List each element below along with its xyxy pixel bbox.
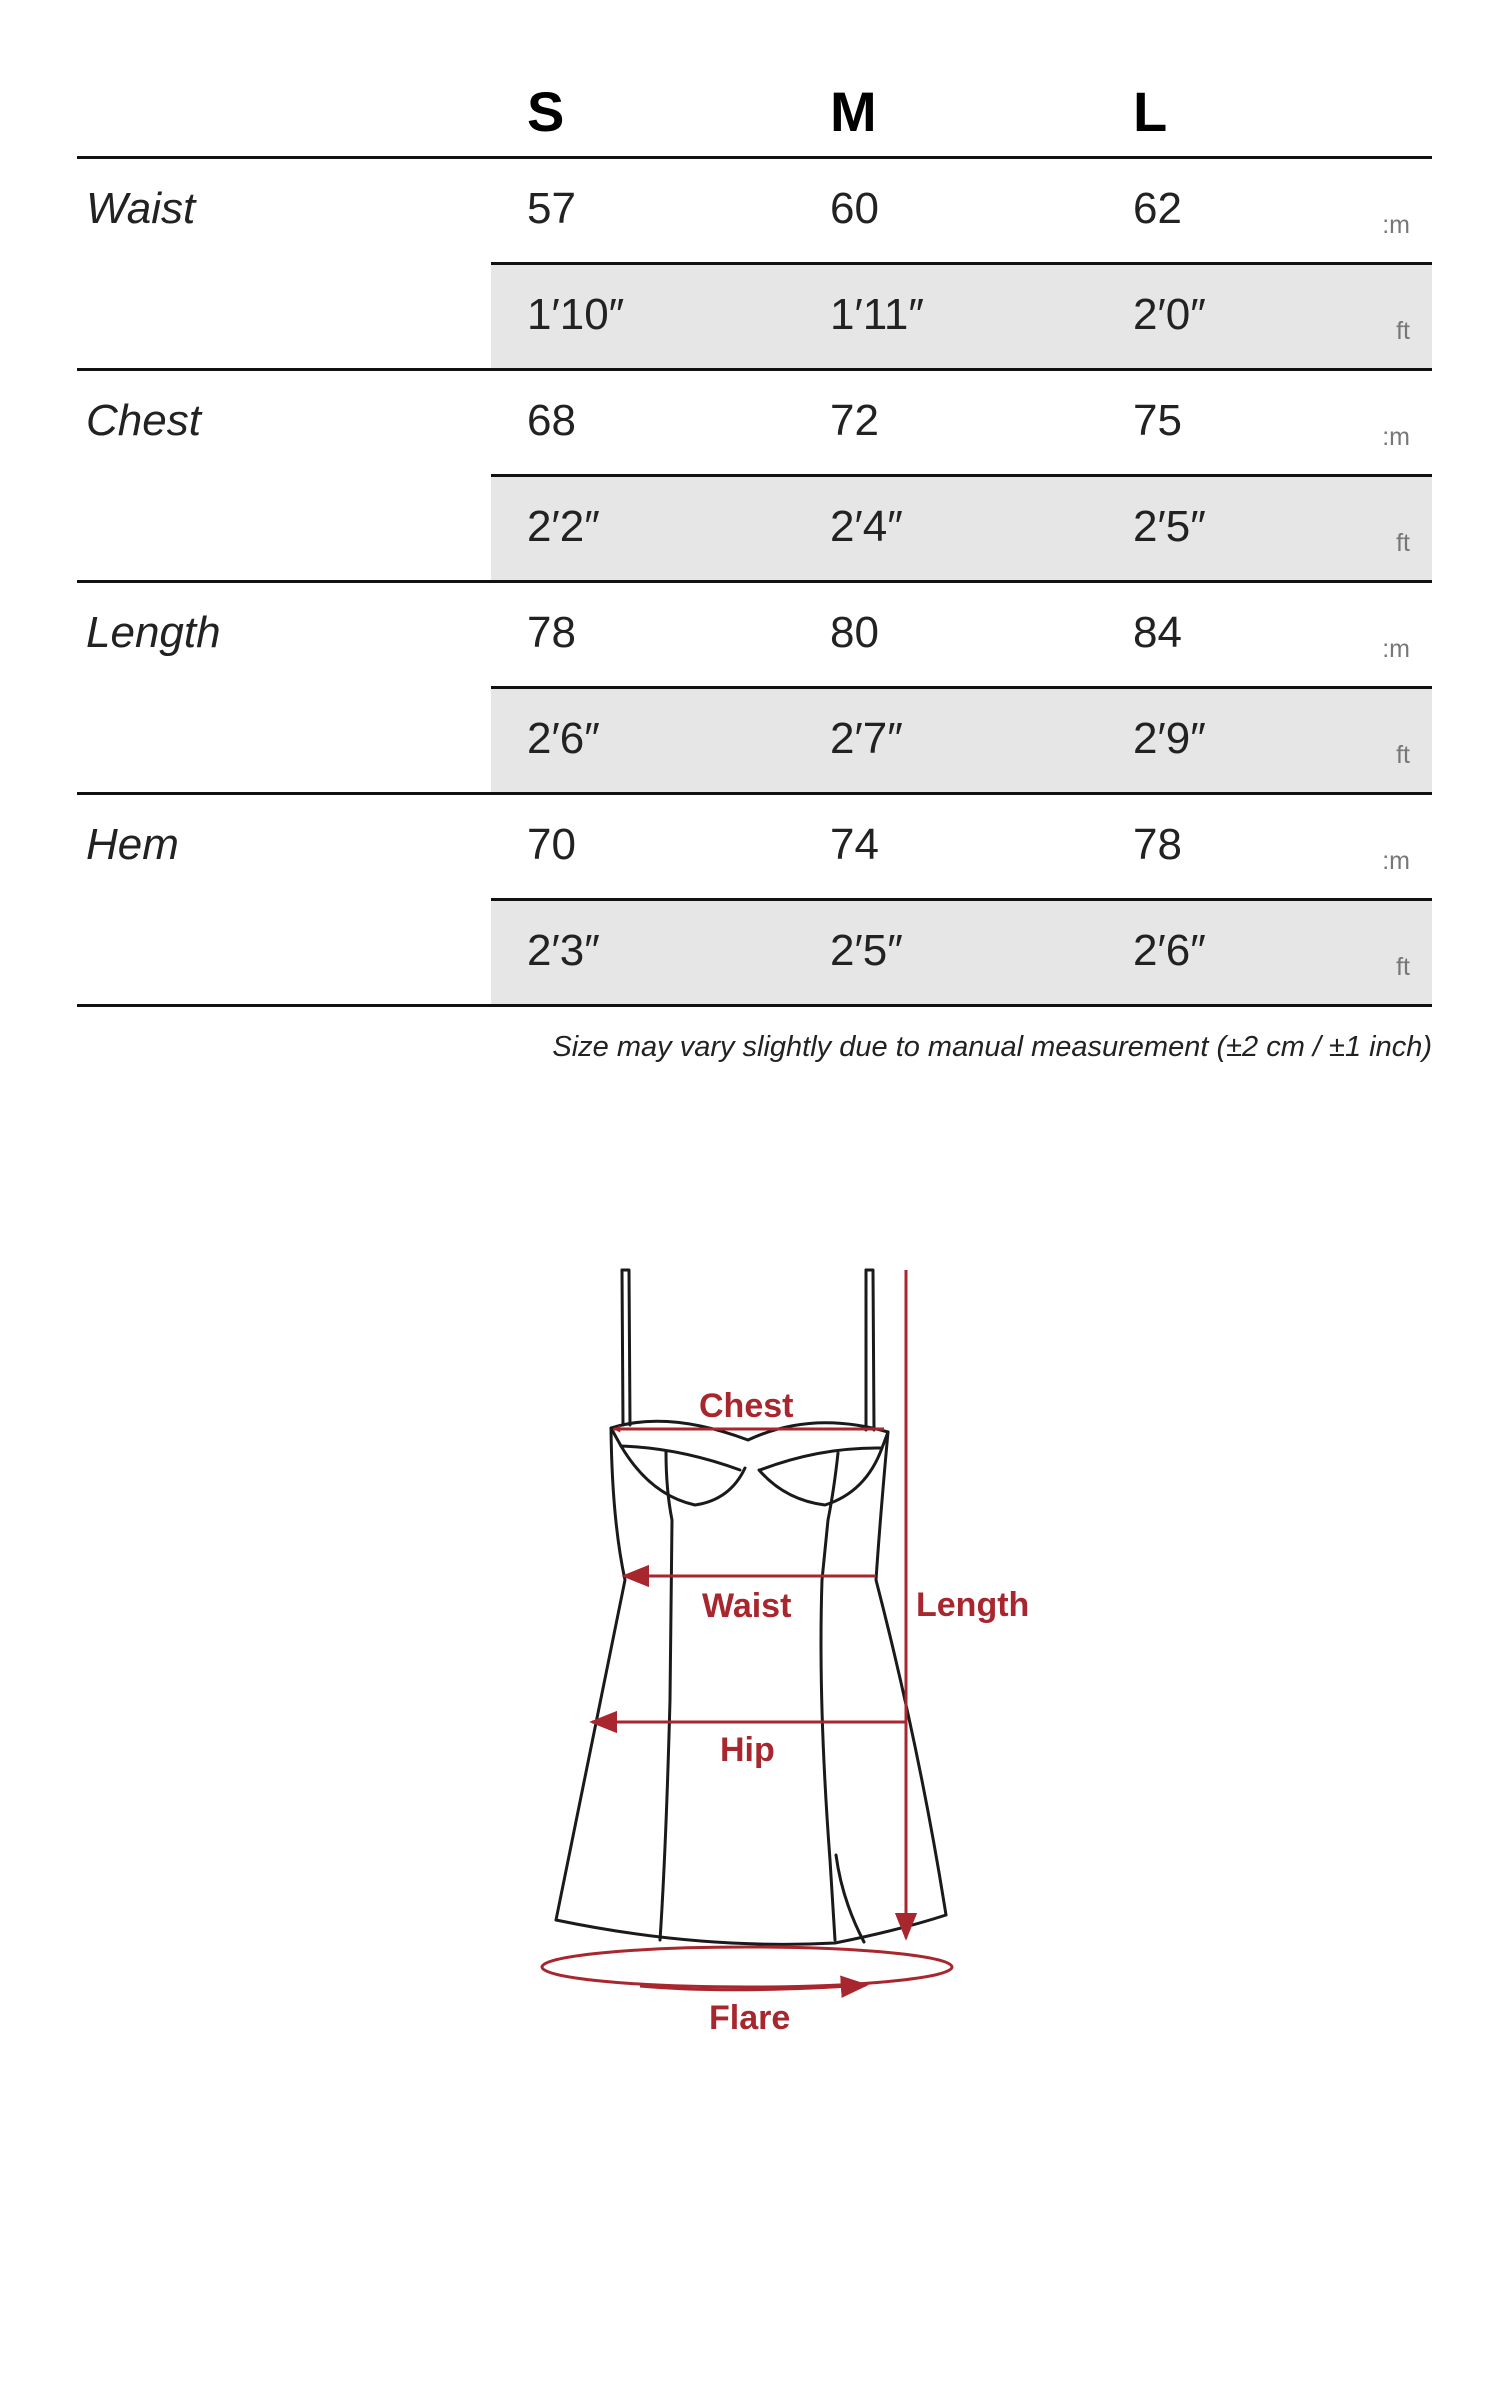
table-cell: 2′9″ [1133, 714, 1206, 763]
ft-row-shading [491, 689, 1432, 793]
unit-cm: :m [1382, 635, 1410, 663]
table-cell: 1′11″ [830, 290, 924, 339]
table-cell: 2′5″ [830, 926, 903, 975]
ft-row-shading [491, 901, 1432, 1005]
table-rule [77, 580, 1432, 583]
table-rule [77, 1004, 1432, 1007]
table-cell: 74 [830, 820, 879, 869]
table-cell: 68 [527, 396, 576, 445]
unit-cm: :m [1382, 847, 1410, 875]
measurement-diagram [0, 1230, 1500, 2110]
table-cell: 78 [527, 608, 576, 657]
size-table [77, 0, 1432, 1100]
table-cell: 2′6″ [1133, 926, 1206, 975]
table-cell: 2′7″ [830, 714, 903, 763]
table-cell: 72 [830, 396, 879, 445]
table-cell: 80 [830, 608, 879, 657]
chest-label: Chest [699, 1387, 794, 1425]
length-label: Length [916, 1586, 1030, 1624]
table-cell: 2′0″ [1133, 290, 1206, 339]
ft-row-shading [491, 477, 1432, 581]
row-label-waist: Waist [86, 184, 196, 233]
table-cell: 2′3″ [527, 926, 600, 975]
table-rule [491, 686, 1432, 689]
unit-ft: ft [1396, 953, 1410, 981]
table-rule [77, 792, 1432, 795]
table-cell: 57 [527, 184, 576, 233]
row-label-hem: Hem [86, 820, 179, 869]
table-rule [491, 474, 1432, 477]
unit-ft: ft [1396, 529, 1410, 557]
ft-row-shading [491, 265, 1432, 369]
measurement-arrows [542, 1270, 952, 1990]
table-cell: 70 [527, 820, 576, 869]
table-cell: 2′2″ [527, 502, 600, 551]
flare-label: Flare [709, 1999, 791, 2037]
hip-label: Hip [720, 1731, 775, 1769]
waist-label: Waist [702, 1587, 792, 1625]
unit-cm: :m [1382, 423, 1410, 451]
unit-cm: :m [1382, 211, 1410, 239]
table-cell: 2′4″ [830, 502, 903, 551]
size-header-m: M [830, 80, 877, 143]
table-cell: 62 [1133, 184, 1182, 233]
row-label-length: Length [86, 608, 221, 657]
table-rule [77, 368, 1432, 371]
table-rule [77, 156, 1432, 159]
row-label-chest: Chest [86, 396, 201, 445]
measurement-note: Size may vary slightly due to manual measurement (±2 cm / ±1 inch) [552, 1031, 1432, 1063]
table-cell: 60 [830, 184, 879, 233]
unit-ft: ft [1396, 317, 1410, 345]
size-header-s: S [527, 80, 565, 143]
table-cell: 1′10″ [527, 290, 625, 339]
dress-illustration [0, 1230, 1500, 2110]
size-header-l: L [1133, 80, 1168, 143]
table-cell: 84 [1133, 608, 1182, 657]
table-rule [491, 262, 1432, 265]
table-cell: 75 [1133, 396, 1182, 445]
table-cell: 2′5″ [1133, 502, 1206, 551]
table-cell: 78 [1133, 820, 1182, 869]
unit-ft: ft [1396, 741, 1410, 769]
flare-ellipse [542, 1947, 952, 1987]
table-cell: 2′6″ [527, 714, 600, 763]
table-rule [491, 898, 1432, 901]
